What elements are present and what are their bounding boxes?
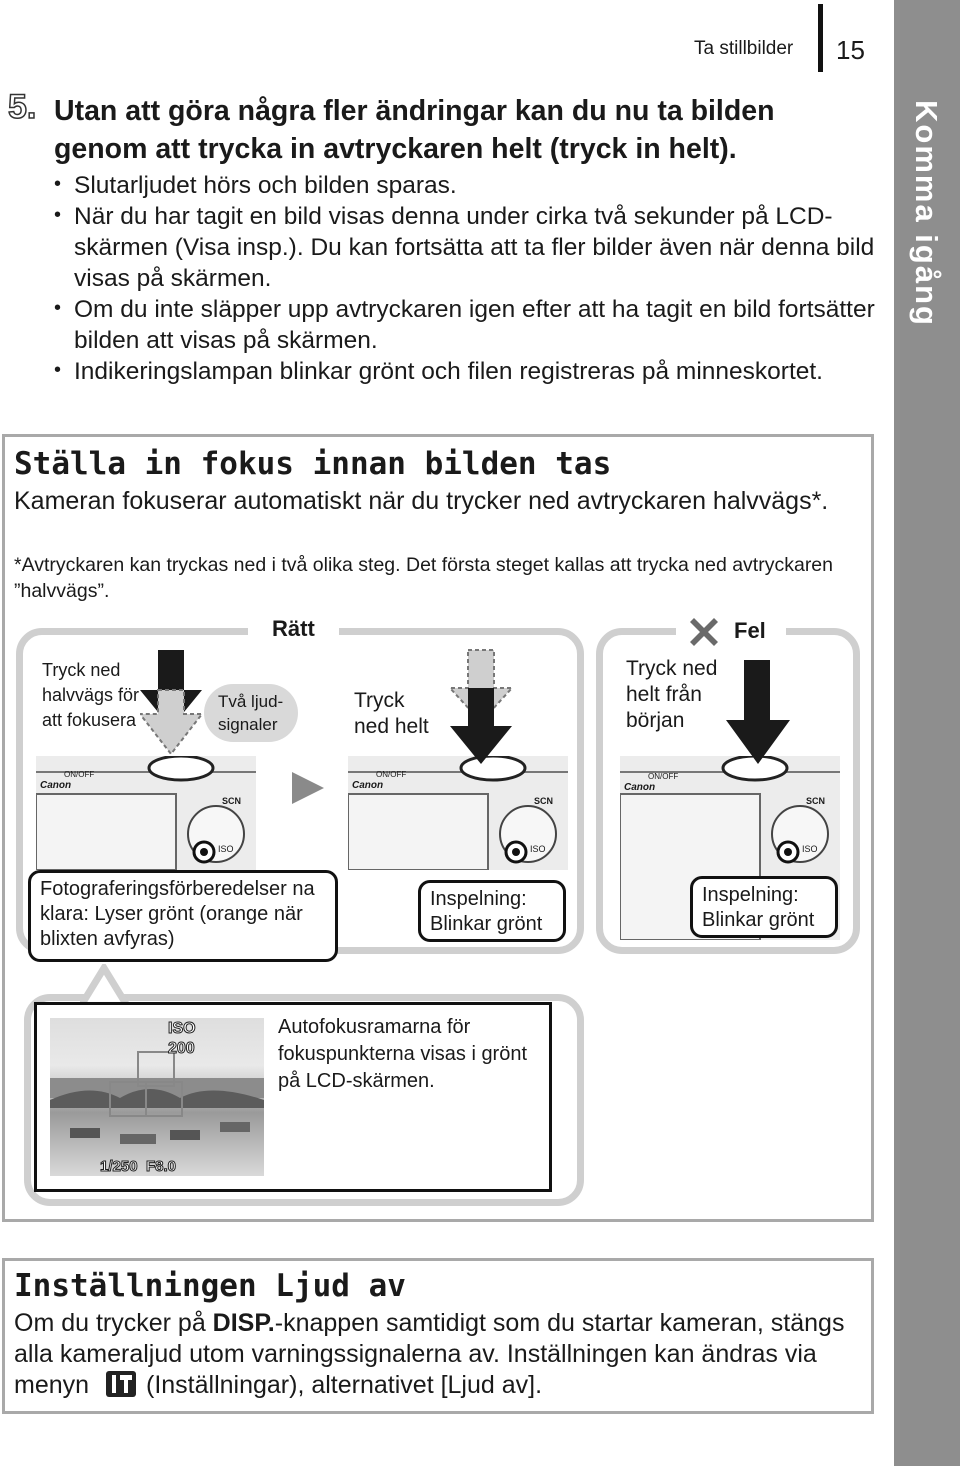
- focus-box-footnote: *Avtryckaren kan tryckas ned i två olika steg. Det första steget kallas att trycka ned avtryckaren ”halvvägs”.: [14, 554, 833, 602]
- camera-scn: SCN: [222, 796, 242, 806]
- wrong-label: Fel: [734, 618, 766, 643]
- camera-scn: SCN: [806, 796, 826, 806]
- step-number: 5.: [8, 88, 37, 126]
- header-divider: [818, 4, 823, 72]
- side-tab-label: Komma igång: [909, 100, 944, 327]
- ready-callout: Fotograferingsförberedelser na klara: Lyser grönt (orange när blixten avfyras): [28, 870, 338, 962]
- full-press-label: Tryck ned helt: [354, 689, 429, 738]
- sound-box-text: [14, 1308, 864, 1401]
- cross-icon: [686, 614, 722, 650]
- half-press-label: Tryck ned halvvägs för att fokusera: [42, 660, 140, 730]
- camera-iso-label: ISO: [802, 844, 818, 854]
- camera-on-off: ON/OFF: [64, 770, 95, 779]
- lcd-iso-label: ISO: [168, 1020, 196, 1037]
- camera-on-off: ON/OFF: [376, 770, 407, 779]
- camera-brand: Canon: [352, 780, 384, 791]
- bullet-item: • Indikeringslampan blinkar grönt och filen registreras på minneskortet.: [52, 356, 882, 387]
- af-note: Autofokusramarna för fokuspunkterna visas i grönt på LCD-skärmen.: [278, 1016, 528, 1092]
- sound-text-end: (Inställningar), alternativet [Ljud av].: [146, 1371, 543, 1399]
- full-from-start-label: Tryck ned helt från början: [626, 657, 718, 732]
- disp-button-label: DISP.: [212, 1309, 275, 1337]
- correct-label: Rätt: [248, 616, 339, 642]
- sound-text-before: Om du trycker på: [14, 1309, 213, 1337]
- section-title: Ta stillbilder: [694, 38, 794, 59]
- camera-iso-label: ISO: [218, 844, 234, 854]
- focus-box-title: Ställa in fokus innan bilden tas: [14, 446, 612, 482]
- camera-scn: SCN: [534, 796, 554, 806]
- play-arrow-icon: [290, 772, 326, 804]
- full-press-arrow-icon: [450, 648, 516, 766]
- lcd-aperture: F8.0: [146, 1158, 177, 1175]
- lcd-iso-value: 200: [168, 1040, 195, 1057]
- step-title: Utan att göra några fler ändringar kan du nu ta bilden genom att trycka in avtryckaren helt (tryck in helt).: [54, 95, 775, 165]
- camera-brand: Canon: [624, 782, 656, 793]
- bullet-item: • Om du inte släpper upp avtryckaren igen efter att ha tagit en bild fortsätter bilden att visas på skärmen.: [52, 294, 882, 356]
- bullet-item: • När du har tagit en bild visas denna under cirka två sekunder på LCD-skärmen (Visa insp.). Du kan fortsätta att ta fler bilder även när denna bild visas på skärmen.: [52, 201, 882, 294]
- sound-box-title: Inställningen Ljud av: [14, 1268, 406, 1304]
- focus-box-intro: Kameran fokuserar automatiskt när du trycker ned avtryckaren halvvägs*.: [14, 487, 829, 515]
- recording-callout: Inspelning: Blinkar grönt: [418, 880, 566, 942]
- beach-scene-icon: [50, 1018, 264, 1176]
- step-bullets: [52, 170, 882, 387]
- lcd-screen-image: [50, 1018, 264, 1176]
- camera-iso-label: ISO: [530, 844, 546, 854]
- settings-menu-icon: [106, 1371, 136, 1397]
- two-beeps-label: Två ljud-signaler: [218, 692, 284, 734]
- camera-brand: Canon: [40, 780, 72, 791]
- bullet-item: • Slutarljudet hörs och bilden sparas.: [52, 170, 882, 201]
- camera-on-off: ON/OFF: [648, 772, 679, 781]
- sound-text-after: -knappen samtidigt som du startar kameran, stängs alla kameraljud utom varningssignalerna av. Inställningen kan ändras via menyn: [14, 1309, 845, 1399]
- lcd-shutter: 1/250: [100, 1158, 138, 1175]
- recording-callout: Inspelning: Blinkar grönt: [690, 876, 838, 938]
- page-number: 15: [836, 35, 865, 65]
- pointer-icon: [80, 964, 140, 1004]
